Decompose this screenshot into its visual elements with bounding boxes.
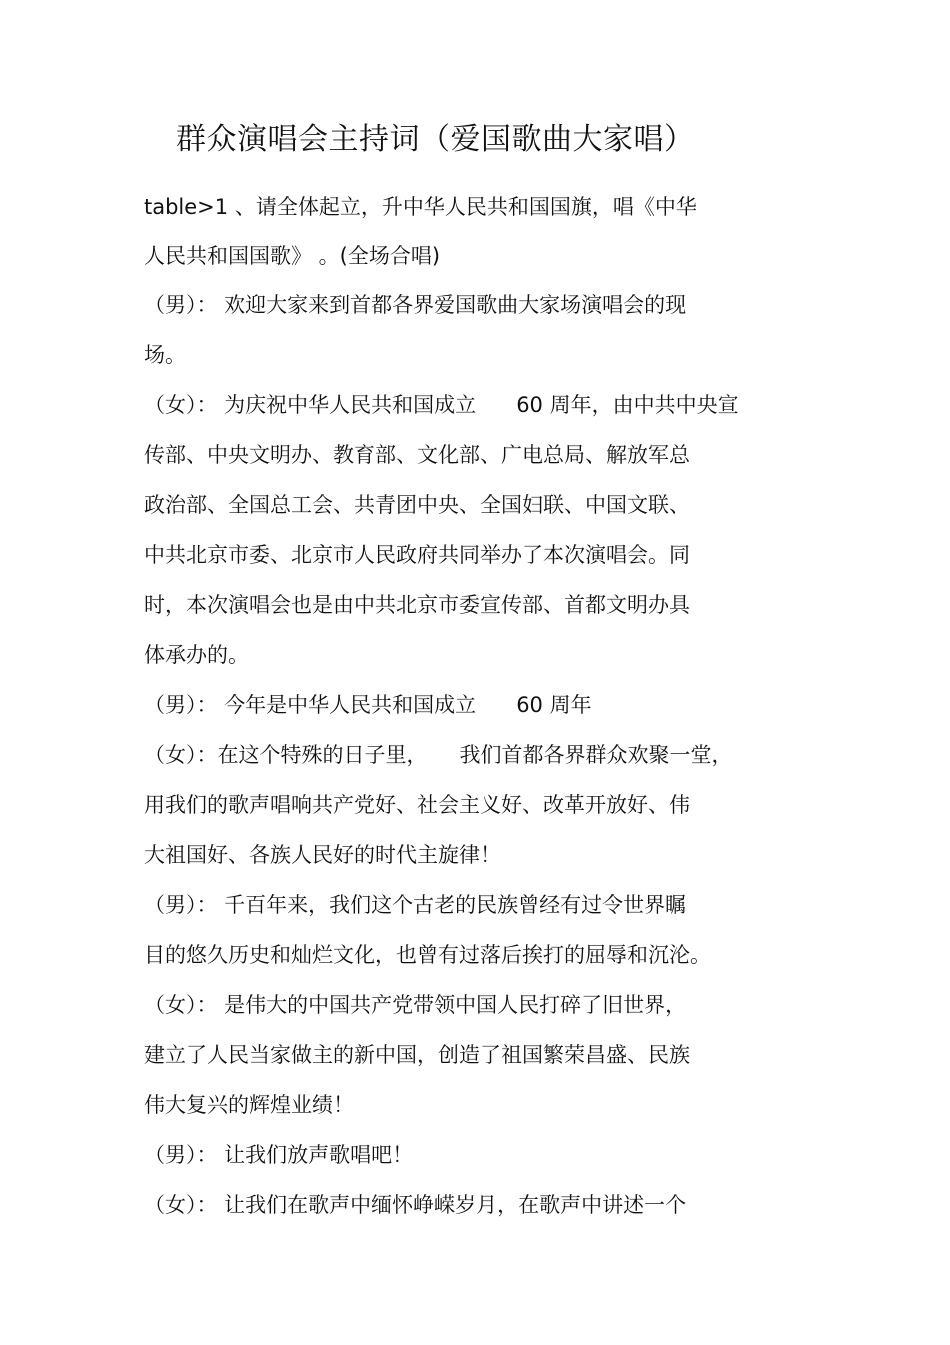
text-line: （男）： 千百年来，我们这个古老的民族曾经有过令世界瞩 [144,893,687,917]
text-segment: 60 周年，由中共中央宣 [516,393,739,417]
text-line: 人民共和国国歌》 。(全场合唱) [144,244,441,268]
text-line: 传部、中央文明办、教育部、文化部、广电总局、解放军总 [144,443,690,467]
text-line: （男）： 让我们放声歌唱吧！ [144,1143,414,1167]
text-line [144,690,592,720]
text-segment: （女）： 为庆祝中华人民共和国成立 [144,393,477,417]
text-segment: 60 周年 [516,693,592,717]
text-segment: （男）： 今年是中华人民共和国成立 [144,693,477,717]
text-line: 政治部、全国总工会、共青团中央、全国妇联、中国文联、 [144,493,690,517]
text-line: table>1 、请全体起立，升中华人民共和国国旗，唱《中华 [144,195,697,219]
text-line: （女）： 让我们在歌声中缅怀峥嵘岁月，在歌声中讲述一个 [144,1193,687,1217]
text-line: 伟大复兴的辉煌业绩！ [144,1093,354,1117]
text-line: 大祖国好、各族人民好的时代主旋律！ [144,843,501,867]
text-line: 用我们的歌声唱响共产党好、社会主义好、改革开放好、伟 [144,793,690,817]
text-line: 时，本次演唱会也是由中共北京市委宣传部、首都文明办具 [144,593,690,617]
text-line: 中共北京市委、北京市人民政府共同举办了本次演唱会。同 [144,543,690,567]
text-line [144,390,739,420]
text-line [144,740,733,770]
text-line: 场。 [144,343,186,367]
text-line: 体承办的。 [144,643,249,667]
text-line: 建立了人民当家做主的新中国，创造了祖国繁荣昌盛、民族 [144,1043,690,1067]
text-segment: 我们首都各界群众欢聚一堂， [459,743,733,767]
document-title: 群众演唱会主持词（爱国歌曲大家唱） [176,122,695,157]
text-line: 目的悠久历史和灿烂文化，也曾有过落后挨打的屈辱和沉沦。 [144,943,711,967]
text-line: （女）： 是伟大的中国共产党带领中国人民打碎了旧世界， [144,993,687,1017]
text-line: （男）： 欢迎大家来到首都各界爱国歌曲大家场演唱会的现 [144,293,687,317]
text-segment: （女）：在这个特殊的日子里， [144,743,428,767]
